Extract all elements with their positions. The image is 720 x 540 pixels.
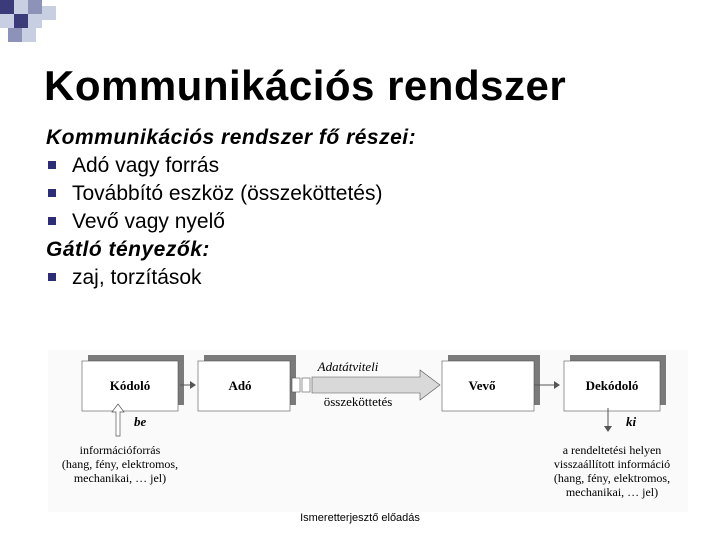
list-item: [46, 152, 416, 180]
communication-diagram: [48, 350, 688, 512]
footer-text: Ismeretterjesztő előadás: [300, 512, 420, 524]
source-text-line: mechanikai, … jel): [73, 471, 167, 485]
channel-label-top: Adatátviteli: [317, 359, 379, 374]
decor-square: [8, 28, 22, 42]
list-item: [46, 264, 416, 292]
bullet-icon: [48, 217, 56, 225]
input-label: be: [134, 414, 147, 429]
box-label: Adó: [228, 378, 252, 393]
list-item-label: zaj, torzítások: [72, 266, 202, 289]
bullet-icon: [48, 161, 56, 169]
decor-square: [0, 0, 14, 14]
dest-text-line: (hang, fény, elektromos,: [553, 471, 671, 485]
section-heading: Gátló tényezők:: [46, 238, 210, 261]
arrowhead-icon: [190, 381, 196, 389]
box-receiver: [442, 355, 540, 411]
slide-body: [46, 124, 416, 292]
arrowhead-icon: [554, 381, 560, 389]
decor-square: [22, 28, 36, 42]
dest-text-line: visszaállított információ: [553, 457, 671, 471]
box-transmitter: [198, 355, 296, 411]
decor-square: [28, 0, 42, 14]
list-item: [46, 208, 416, 236]
list-item-label: Vevő vagy nyelő: [72, 210, 225, 233]
decor-square: [0, 14, 14, 28]
section-heading: Kommunikációs rendszer fő részei:: [46, 126, 417, 149]
page-title: Kommunikációs rendszer: [44, 62, 567, 109]
output-label: ki: [626, 414, 637, 429]
channel-segment: [292, 378, 300, 392]
decor-square: [28, 14, 42, 28]
list-item-label: Továbbító eszköz (összeköttetés): [72, 182, 383, 205]
box-label: Vevő: [468, 378, 496, 393]
list-item-label: Adó vagy forrás: [72, 154, 220, 177]
box-label: Kódoló: [109, 378, 151, 393]
list-item: [46, 180, 416, 208]
source-text-line: információforrás: [79, 443, 161, 457]
bullet-icon: [48, 273, 56, 281]
box-label: Dekódoló: [585, 378, 639, 393]
decor-square: [42, 6, 56, 20]
box-decoder: [564, 355, 666, 411]
channel-segment: [302, 378, 310, 392]
decor-square: [14, 14, 28, 28]
source-text-line: (hang, fény, elektromos,: [61, 457, 179, 471]
box-encoder: [82, 355, 184, 411]
dest-text-line: a rendeltetési helyen: [562, 443, 662, 457]
dest-text-line: mechanikai, … jel): [565, 485, 659, 499]
decor-square: [14, 0, 28, 14]
channel-label-bottom: összeköttetés: [323, 394, 393, 409]
arrowhead-icon: [604, 426, 612, 432]
bullet-icon: [48, 189, 56, 197]
